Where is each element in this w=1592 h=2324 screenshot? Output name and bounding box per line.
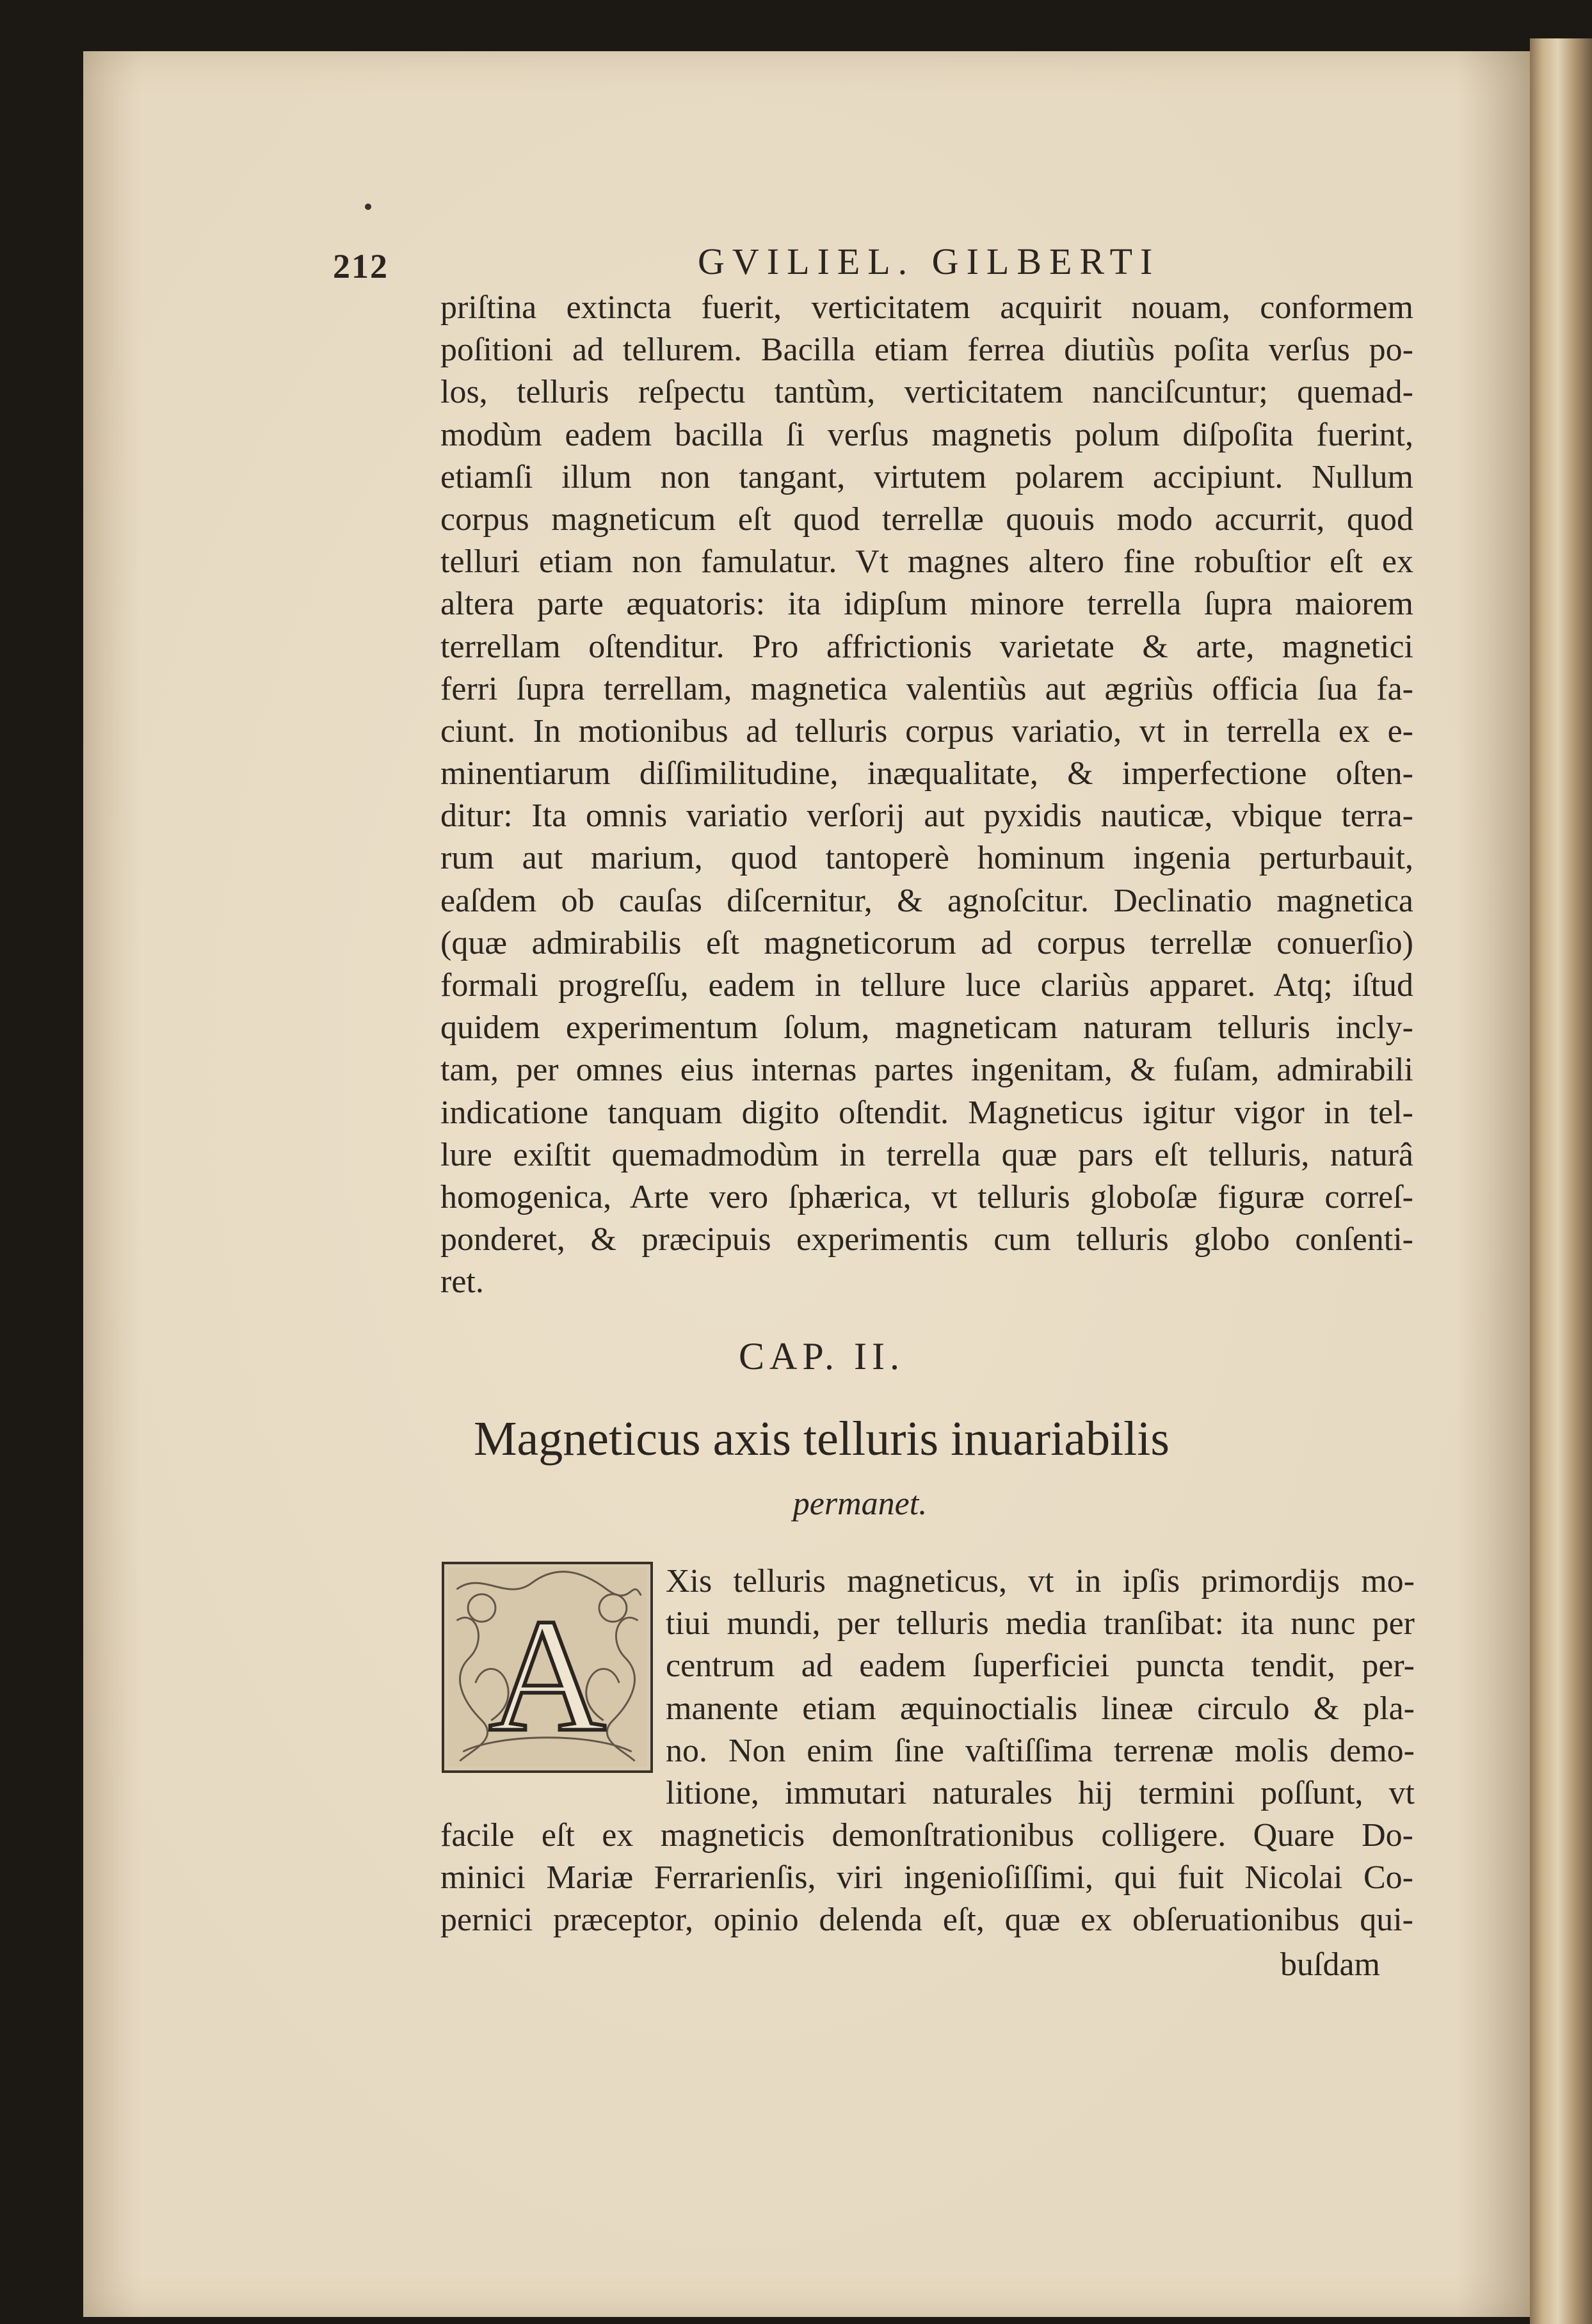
text-line: poſitioni ad tellurem. Bacilla etiam ferrea diutiùs poſita verſus po- bbox=[440, 332, 1413, 369]
text-line: terrellam oſtenditur. Pro affrictionis varietate & arte, magnetici bbox=[440, 628, 1413, 665]
text-line: modùm eadem bacilla ſi verſus magnetis polum diſpoſita fuerint, bbox=[440, 416, 1413, 453]
text-line: minici Mariæ Ferrarienſis, viri ingenioſiſſimi, qui fuit Nicolai Co- bbox=[440, 1859, 1413, 1896]
text-line: altera parte æquatoris: ita idipſum minore terrella ſupra maiorem bbox=[440, 586, 1413, 623]
text-line: no. Non enim ſine vaſtiſſima terrenæ molis demo- bbox=[666, 1732, 1415, 1769]
paragraph-1 bbox=[440, 287, 1413, 1304]
text-line: centrum ad eadem ſuperficiei puncta tendit, per- bbox=[666, 1647, 1415, 1685]
chapter-title: Magneticus axis telluris inuariabilis bbox=[473, 1412, 1170, 1466]
text-line: eaſdem ob cauſas diſcernitur, & agnoſcitur. Declinatio magnetica bbox=[440, 882, 1413, 919]
next-page-edge bbox=[1530, 38, 1592, 2324]
paper-mark bbox=[365, 204, 371, 210]
text-line: ditur: Ita omnis variatio verſorij aut pyxidis nauticæ, vbique terra- bbox=[440, 797, 1413, 835]
chapter-title-continued: permanet. bbox=[792, 1486, 928, 1522]
text-line: Xis telluris magneticus, vt in ipſis primordijs mo- bbox=[666, 1563, 1415, 1599]
text-line: priſtina extincta fuerit, verticitatem acquirit nouam, conformem bbox=[440, 289, 1413, 326]
text-line: litione, immutari naturales hij termini poſſunt, vt bbox=[666, 1774, 1415, 1811]
woodcut-initial-icon bbox=[444, 1564, 650, 1770]
text-line: tam, per omnes eius internas partes ingenitam, & fuſam, admirabili bbox=[440, 1052, 1413, 1089]
paragraph-2-beside-initial bbox=[666, 1560, 1415, 1815]
text-line: corpus magneticum eſt quod terrellæ quouis modo accurrit, quod bbox=[440, 501, 1413, 538]
text-line: pernici præceptor, opinio delenda eſt, quæ ex obſeruationibus qui- bbox=[440, 1902, 1413, 1939]
text-line: etiamſi illum non tangant, virtutem polarem accipiunt. Nullum bbox=[440, 458, 1413, 495]
catchword: buſdam bbox=[1280, 1946, 1380, 1983]
text-line: facile eſt ex magneticis demonſtrationibus colligere. Quare Do- bbox=[440, 1817, 1413, 1854]
text-line: quidem experimentum ſolum, magneticam naturam telluris incly- bbox=[440, 1009, 1413, 1046]
svg-text:A: A bbox=[488, 1585, 606, 1765]
decorated-initial-letter bbox=[442, 1562, 653, 1773]
page-header bbox=[333, 240, 1524, 285]
text-line: minentiarum diſſimilitudine, inæqualitate, & imperfectione oſten- bbox=[440, 755, 1413, 792]
text-line: formali progreſſu, eadem in tellure luce clariùs apparet. Atq; iſtud bbox=[440, 967, 1413, 1004]
text-line: ferri ſupra terrellam, magnetica valentiùs aut ægriùs officia ſua fa- bbox=[440, 670, 1413, 707]
text-line: rum aut marium, quod tantoperè hominum ingenia perturbauit, bbox=[440, 840, 1413, 877]
text-line: ret. bbox=[440, 1263, 484, 1301]
text-line: (quæ admirabilis eſt magneticorum ad corpus terrellæ conuerſio) bbox=[440, 924, 1413, 961]
text-line: manente etiam æquinoctialis lineæ circulo & pla- bbox=[666, 1690, 1415, 1727]
text-line: tiui mundi, per telluris media tranſibat: ita nunc per bbox=[666, 1605, 1415, 1642]
text-line: ciunt. In motionibus ad telluris corpus variatio, vt in terrella ex e- bbox=[440, 712, 1413, 749]
text-line: lure exiſtit quemadmodùm in terrella quæ pars eſt telluris, naturâ bbox=[440, 1136, 1413, 1173]
page-number: 212 bbox=[333, 247, 389, 285]
paragraph-2-continued bbox=[440, 1815, 1413, 1942]
chapter-number: CAP. II. bbox=[738, 1335, 905, 1377]
text-line: ponderet, & præcipuis experimentis cum telluris globo conſenti- bbox=[440, 1221, 1413, 1258]
running-head: GVILIEL. GILBERTI bbox=[698, 241, 1161, 282]
text-line: los, telluris reſpectu tantùm, verticitatem nanciſcuntur; quemad- bbox=[440, 374, 1413, 411]
text-line: homogenica, Arte vero ſphærica, vt telluris globoſæ figuræ correſ- bbox=[440, 1178, 1413, 1215]
text-line: indicatione tanquam digito oſtendit. Magneticus igitur vigor in tel- bbox=[440, 1094, 1413, 1131]
text-line: telluri etiam non famulatur. Vt magnes altero fine robuſtior eſt ex bbox=[440, 543, 1413, 581]
